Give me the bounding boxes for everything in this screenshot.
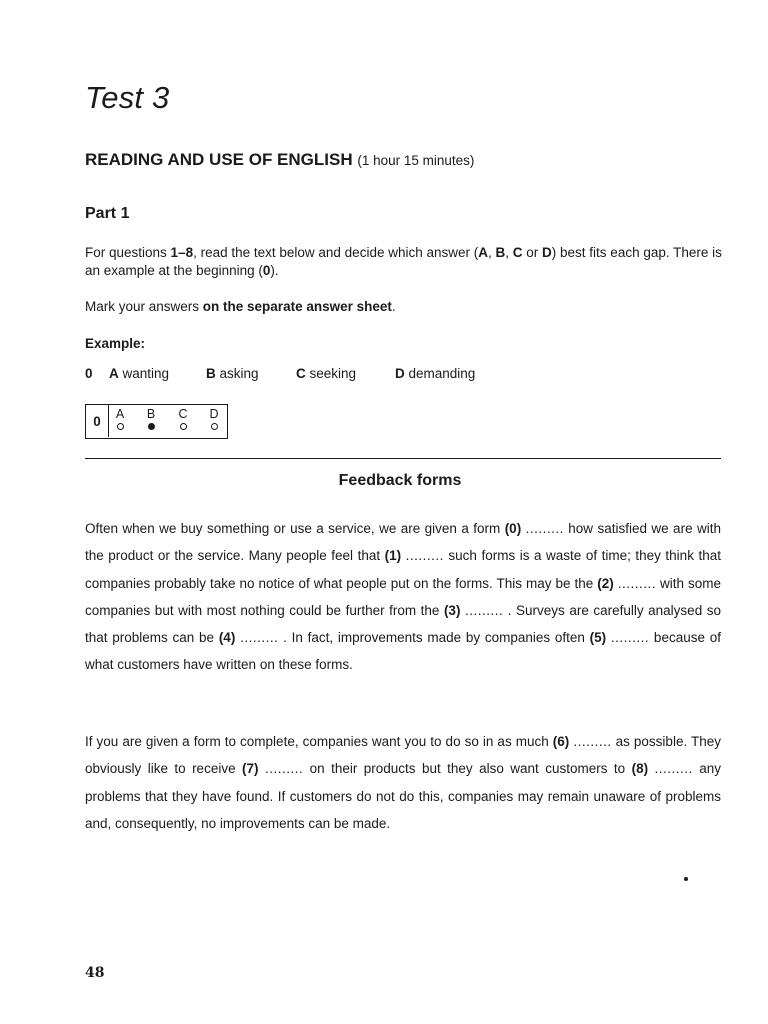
- passage-text: any problems that they have found. If customers do not do this, companies may remain unaware of problems and, consequently, no improvements can be made.: [85, 761, 721, 831]
- gap-dots: .........: [610, 630, 650, 646]
- answer-letter: C: [178, 407, 188, 421]
- mark-answers-text: .: [391, 299, 396, 314]
- answer-letter: A: [115, 407, 125, 421]
- passage-text: Often when we buy something or use a service, we are given a form: [85, 521, 505, 536]
- answer-option-b: [144, 407, 158, 430]
- gap-marker: (2): [597, 575, 614, 591]
- section-heading: [85, 150, 474, 170]
- gap-marker: (6): [552, 734, 570, 749]
- example-reference: 0: [262, 263, 271, 278]
- passage-text: with some companies but with most nothing could be further from the: [85, 575, 721, 618]
- passage-paragraph-2: [85, 728, 721, 837]
- gap-marker: (8): [631, 761, 649, 777]
- example-number: 0: [85, 366, 93, 381]
- gap-dots: .........: [573, 734, 612, 749]
- text-title: Feedback forms: [338, 472, 462, 489]
- example-answer-box: [85, 404, 228, 439]
- gap-marker: (7): [242, 761, 259, 777]
- instructions-text: , read the text below and decide which answer (: [193, 245, 479, 260]
- instructions: [85, 244, 735, 280]
- mark-answers-emphasis: on the separate answer sheet: [202, 299, 392, 314]
- passage-text: . In fact, improvements made by companies often: [278, 630, 590, 646]
- option-letter: D: [542, 245, 552, 260]
- answer-bubble: [117, 423, 124, 430]
- passage-text: as possible. They obviously like to receive: [85, 734, 721, 777]
- mark-answers-note: [85, 299, 396, 314]
- gap-dots: .........: [617, 575, 656, 591]
- answer-option-c: [176, 407, 190, 430]
- gap-marker: (3): [443, 602, 461, 618]
- question-range: 1–8: [170, 245, 194, 260]
- instructions-text: ).: [270, 263, 279, 278]
- gap-dots: .........: [405, 548, 444, 564]
- option-letter: B: [495, 245, 506, 260]
- instructions-text: ) best fits each gap. There is an example at the beginning (: [85, 245, 722, 278]
- answer-bubble: [148, 423, 155, 430]
- passage-text: how satisfied we are with the product or the service. Many people feel that: [85, 521, 721, 564]
- passage-text: because of what customers have written on these forms.: [85, 630, 721, 673]
- answer-letter: D: [209, 407, 219, 421]
- mark-answers-text: Mark your answers: [85, 299, 203, 314]
- answer-bubble: [180, 423, 187, 430]
- test-title: Test 3: [85, 80, 170, 115]
- page-number: 48: [85, 965, 105, 981]
- gap-dots: .........: [264, 761, 304, 777]
- option-letter: A: [478, 245, 488, 260]
- part-title: Part 1: [85, 205, 130, 222]
- separator: ,: [505, 245, 513, 260]
- separator: ,: [488, 245, 496, 260]
- passage-text: . Surveys are carefully analysed so that problems can be: [85, 602, 721, 646]
- passage-paragraph-1: [85, 515, 721, 679]
- passage-text: such forms is a waste of time; they think that companies probably take no notice of what people put on the forms. This may be the: [85, 548, 721, 591]
- option-letter: C: [512, 245, 523, 260]
- section-duration: (1 hour 15 minutes): [357, 153, 475, 168]
- print-speck: [684, 877, 688, 881]
- gap-marker: (1): [384, 548, 402, 564]
- instructions-text: For questions: [85, 245, 171, 260]
- example-option-word: wanting: [122, 366, 170, 381]
- gap-dots: .........: [654, 761, 693, 777]
- example-option-word: asking: [219, 366, 259, 381]
- gap-dots: .........: [464, 602, 504, 618]
- answer-letter: B: [146, 407, 156, 421]
- example-option-word: seeking: [309, 366, 357, 381]
- example-option-letter: C: [296, 366, 306, 381]
- divider: [85, 458, 721, 459]
- gap-dots: .........: [525, 521, 564, 536]
- example-label: Example:: [85, 336, 146, 351]
- separator: or: [522, 245, 543, 260]
- gap-marker: (5): [589, 630, 607, 646]
- gap-marker: (0): [504, 521, 522, 536]
- answer-box-number: 0: [86, 405, 109, 437]
- answer-bubble: [211, 423, 218, 430]
- answer-option-a: [113, 407, 127, 430]
- example-option-letter: A: [109, 366, 119, 381]
- example-option-letter: D: [395, 366, 405, 381]
- example-option-letter: B: [206, 366, 216, 381]
- gap-marker: (4): [218, 630, 236, 646]
- gap-dots: .........: [240, 630, 279, 646]
- passage-text: on their products but they also want customers to: [303, 761, 632, 777]
- section-title: READING AND USE OF ENGLISH: [85, 150, 353, 169]
- example-option-word: demanding: [408, 366, 476, 381]
- answer-option-d: [207, 407, 221, 430]
- passage-text: If you are given a form to complete, companies want you to do so in as much: [85, 734, 553, 749]
